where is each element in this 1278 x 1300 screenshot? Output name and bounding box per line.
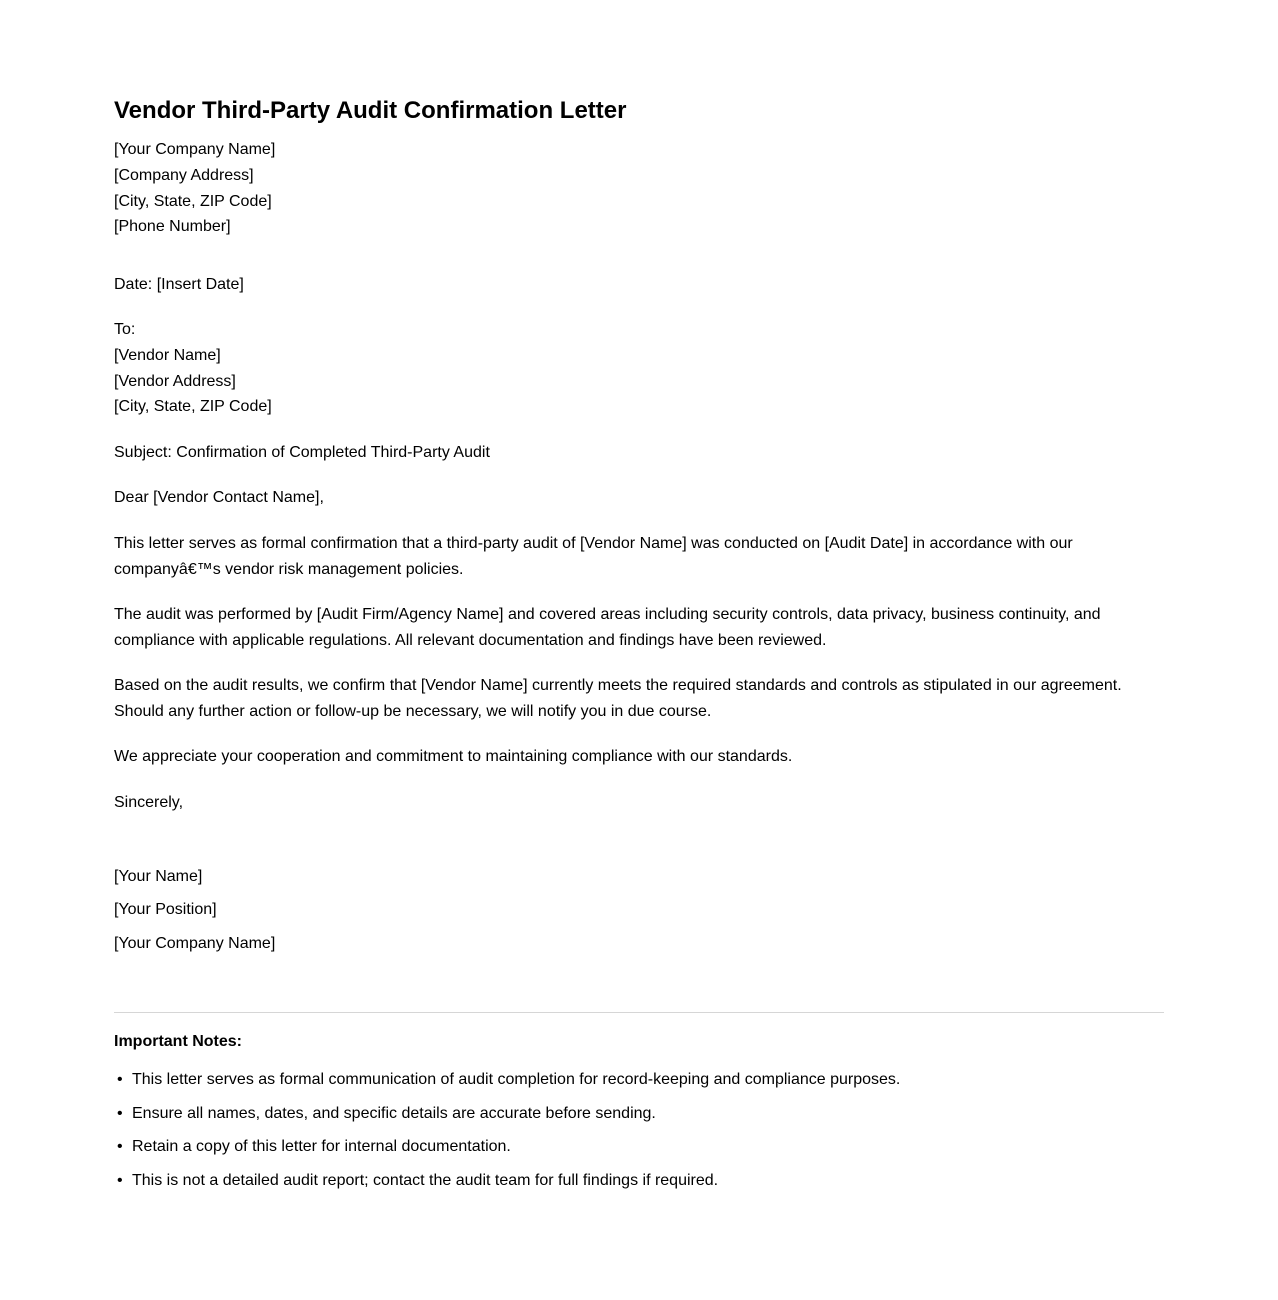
letter-subject: Subject: Confirmation of Completed Third-Party Audit [114,444,490,461]
body-paragraph: Based on the audit results, we confirm that [Vendor Name] currently meets the required standards and controls as stipulated in our agreement. Should any further action or follow-up be necessary, we will notify you in due course. [114,677,1122,720]
letter-closing: Sincerely, [114,794,184,811]
bullet-icon: • [117,1172,123,1189]
sender-company-name: [Your Company Name] [114,141,276,158]
recipient-vendor-name: [Vendor Name] [114,347,221,364]
body-paragraph: We appreciate your cooperation and commitment to maintaining compliance with our standards. [114,748,793,765]
notes-heading: Important Notes: [114,1033,242,1050]
body-paragraph: The audit was performed by [Audit Firm/Agency Name] and covered areas including security controls, data privacy, business continuity, and compliance with applicable regulations. All relevant documentation and findings have been reviewed. [114,606,1101,649]
recipient-vendor-address: [Vendor Address] [114,373,236,390]
notes-item-text: This letter serves as formal communication of audit completion for record-keeping and compliance purposes. [132,1071,901,1088]
recipient-city-state-zip: [City, State, ZIP Code] [114,398,272,415]
body-paragraph: This letter serves as formal confirmation that a third-party audit of [Vendor Name] was conducted on [Audit Date] in accordance with our companyâ€™s vendor risk management policies. [114,535,1073,578]
letter-date: Date: [Insert Date] [114,276,244,293]
signature-position: [Your Position] [114,901,217,918]
section-divider [114,1012,1164,1013]
notes-list-item [114,1070,900,1090]
signature-name: [Your Name] [114,868,203,885]
bullet-icon: • [117,1138,123,1155]
letter-salutation: Dear [Vendor Contact Name], [114,489,324,506]
signature-company: [Your Company Name] [114,935,276,952]
page-title: Vendor Third-Party Audit Confirmation Letter [114,97,627,124]
sender-company-address: [Company Address] [114,167,254,184]
notes-item-text: Retain a copy of this letter for internal documentation. [132,1138,511,1155]
bullet-icon: • [117,1105,123,1122]
recipient-to-label: To: [114,321,136,338]
notes-list-item [114,1137,511,1157]
sender-city-state-zip: [City, State, ZIP Code] [114,193,272,210]
notes-item-text: Ensure all names, dates, and specific details are accurate before sending. [132,1105,656,1122]
bullet-icon: • [117,1071,123,1088]
notes-list-item [114,1171,718,1191]
notes-list-item [114,1104,656,1124]
notes-item-text: This is not a detailed audit report; contact the audit team for full findings if required. [132,1172,719,1189]
sender-phone: [Phone Number] [114,218,231,235]
